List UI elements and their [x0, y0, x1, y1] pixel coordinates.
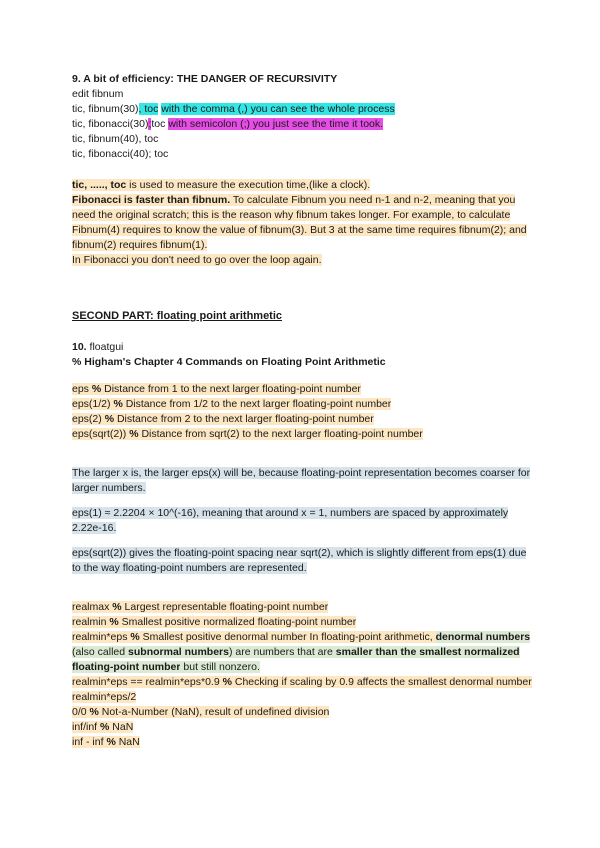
code-line-fibnum40: tic, fibnum(40), toc	[72, 133, 159, 145]
comma-note: with the comma (,) you can see the whole process	[161, 103, 395, 115]
realmin-eps-paragraph	[72, 630, 532, 675]
item-number: 10.	[72, 341, 87, 353]
percent: %	[130, 631, 140, 643]
realmax-code: realmax	[72, 601, 113, 613]
nan-comment: Not-a-Number (NaN), result of undefined division	[98, 706, 330, 718]
paren-text: (also called	[72, 646, 129, 658]
note-eps-larger	[72, 466, 532, 496]
percent: %	[89, 706, 99, 718]
realmin-eps-div-line	[72, 690, 532, 705]
realmin-eps-comment: Smallest positive denormal number In floating-point arithmetic,	[139, 631, 436, 643]
code-line-fibonacci30	[72, 117, 532, 132]
eps-comment: Distance from 2 to the next larger floating-point number	[114, 413, 374, 425]
tic-toc-bold: tic, ....., toc	[72, 179, 127, 191]
scale-comment: Checking if scaling by 0.9 affects the smallest denormal number	[231, 676, 532, 688]
fibonacci-text: To calculate Fibnum you need n-1 and n-2, meaning that you need the original scratch; this is the reason why fibnum takes longer. For example, to calculate Fibnum(4) requires to know the value of fibnum(3). But 3 at the same time requires fibnum(2); and fibnum(2) requires fibnum(1).	[72, 194, 527, 251]
code-line-fibonacci40: tic, fibonacci(40); toc	[72, 148, 169, 160]
fibonacci-explanation	[72, 193, 532, 253]
second-part-title: SECOND PART: floating point arithmetic	[72, 310, 283, 322]
note-eps-sqrt2	[72, 546, 532, 576]
higham-comment-text: % Higham's Chapter 4 Commands on Floating Point Arithmetic	[72, 356, 386, 368]
code-line-edit-fibnum: edit fibnum	[72, 88, 124, 100]
definition-text: ) are numbers that are	[228, 646, 336, 658]
scaling-check-line	[72, 675, 532, 690]
note-eps-larger-text: The larger x is, the larger eps(x) will be, because floating-point representation becomes coarser for larger numbers.	[72, 467, 531, 494]
semicolon: ;	[148, 118, 152, 130]
nan-line	[72, 705, 532, 720]
tic-toc-text: is used to measure the execution time,(like a clock).	[126, 179, 371, 191]
nonzero-text: but still nonzero.	[180, 661, 260, 673]
eps-half-line	[72, 397, 532, 412]
inf-minus-inf-line	[72, 735, 532, 750]
eps-code: eps(sqrt(2))	[72, 428, 130, 440]
realmin-code: realmin	[72, 616, 110, 628]
eps-code: eps(1/2)	[72, 398, 114, 410]
percent: %	[104, 413, 115, 425]
note-eps-1	[72, 506, 532, 536]
realmax-line	[72, 600, 532, 615]
eps-line	[72, 382, 532, 397]
realmin-line	[72, 615, 532, 630]
inf-div-inf-line	[72, 720, 532, 735]
smaller-than-term: smaller than the smallest normalized floating-point number	[72, 646, 520, 673]
nan-code: 0/0	[72, 706, 90, 718]
floatgui-line	[72, 340, 532, 355]
code: tic, fibonacci(30)	[72, 118, 149, 130]
higham-comment	[72, 355, 532, 370]
semicolon-note: with semicolon (;) you just see the time it took.	[168, 118, 384, 130]
percent: %	[106, 736, 116, 748]
realmin-eps-code: realmin*eps	[72, 631, 131, 643]
eps-code: eps(2)	[72, 413, 105, 425]
code: tic, fibnum(30)	[72, 103, 139, 115]
percent: %	[113, 398, 123, 410]
infminus-comment: NaN	[115, 736, 140, 748]
eps-sqrt2-line	[72, 427, 532, 442]
document-page	[72, 72, 532, 750]
infminus-code: inf - inf	[72, 736, 107, 748]
denormal-term: denormal numbers	[435, 631, 531, 643]
note-eps-sqrt2-text: eps(sqrt(2)) gives the floating-point spacing near sqrt(2), which is slightly different from eps(1) due to the way floating-point numbers are represented.	[72, 547, 527, 574]
fibonacci-conclusion-text: In Fibonacci you don't need to go over the loop again.	[72, 254, 322, 266]
infinf-code: inf/inf	[72, 721, 101, 733]
fibonacci-conclusion	[72, 253, 532, 268]
section-9-title: 9. A bit of efficiency: THE DANGER OF RECURSIVITY	[72, 73, 338, 85]
tic-toc-description	[72, 178, 532, 193]
floatgui-cmd: floatgui	[86, 341, 124, 353]
code-line-fibnum30	[72, 102, 532, 117]
note-eps-1-text: eps(1) ≈ 2.2204 × 10^(-16), meaning that around x = 1, numbers are spaced by approximately 2.22e-16.	[72, 507, 509, 534]
eps-code: eps	[72, 383, 92, 395]
comma-toc: , toc	[138, 103, 159, 115]
percent: %	[109, 616, 119, 628]
realmin-comment: Smallest positive normalized floating-point number	[118, 616, 357, 628]
div-code: realmin*eps/2	[72, 691, 137, 703]
code-toc: toc	[151, 118, 169, 130]
percent: %	[222, 676, 232, 688]
percent: %	[100, 721, 110, 733]
scale-code: realmin*eps == realmin*eps*0.9	[72, 676, 223, 688]
infinf-comment: NaN	[109, 721, 134, 733]
subnormal-term: subnormal numbers	[128, 646, 229, 658]
eps-comment: Distance from 1 to the next larger floating-point number	[101, 383, 361, 395]
eps-comment: Distance from 1/2 to the next larger floating-point number	[122, 398, 392, 410]
percent: %	[112, 601, 122, 613]
percent: %	[91, 383, 102, 395]
eps-comment: Distance from sqrt(2) to the next larger floating-point number	[138, 428, 423, 440]
percent: %	[129, 428, 139, 440]
eps-2-line	[72, 412, 532, 427]
realmax-comment: Largest representable floating-point number	[121, 601, 329, 613]
fibonacci-bold: Fibonacci is faster than fibnum.	[72, 194, 231, 206]
